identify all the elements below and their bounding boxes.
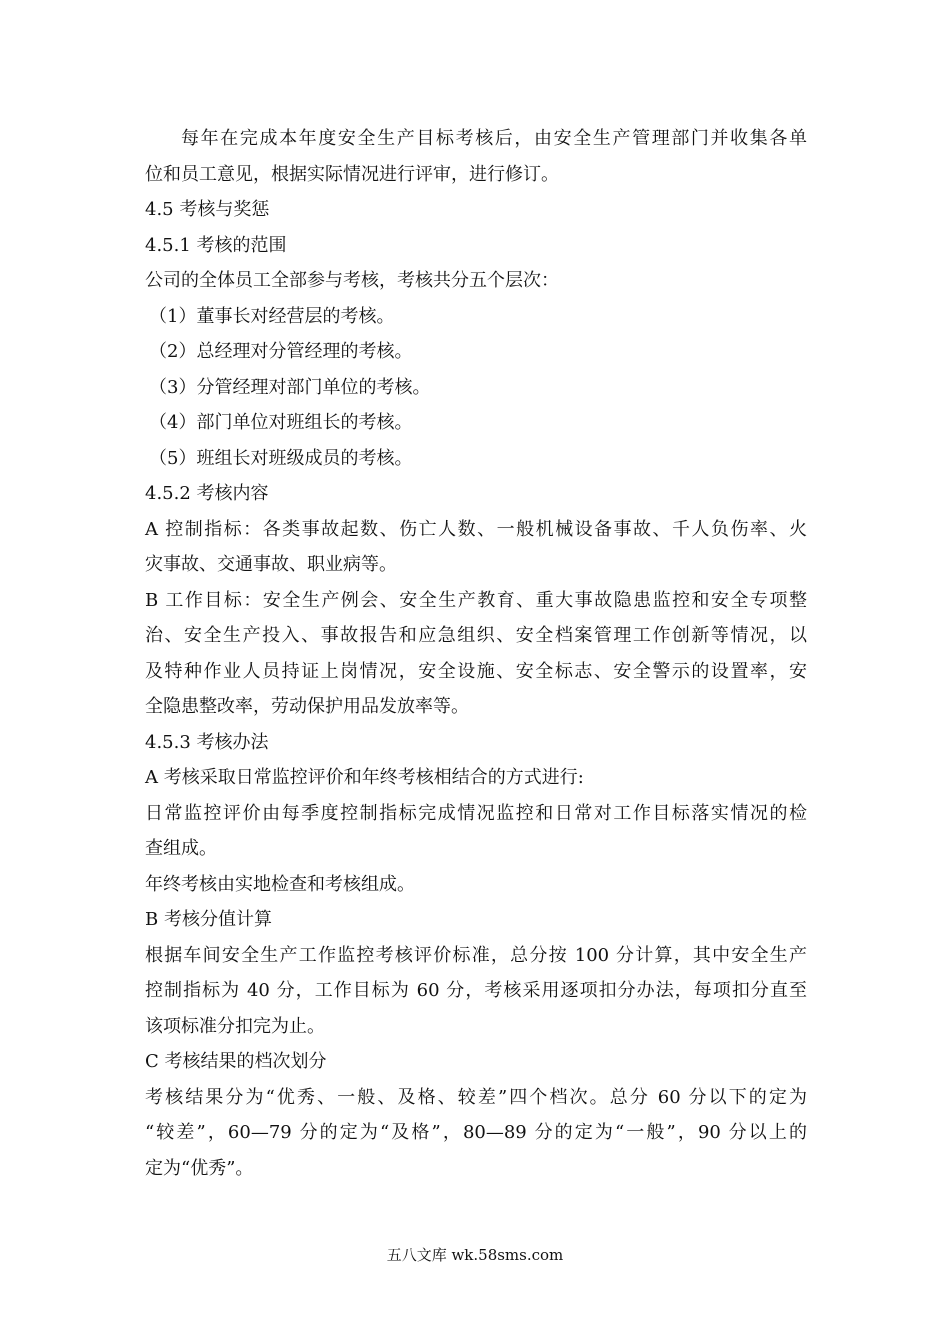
paragraph-line: 公司的全体员工全部参与考核，考核共分五个层次： [145, 270, 559, 291]
paragraph-line: A 控制指标：各类事故起数、伤亡人数、一般机械设备事故、千人负伤率、火 [145, 518, 807, 540]
paragraph-line: 灾事故、交通事故、职业病等。 [145, 554, 397, 575]
paragraph-line: 查组成。 [145, 838, 217, 859]
section-heading: 4.5 考核与奖惩 [145, 199, 270, 220]
paragraph-line: 治、安全生产投入、事故报告和应急组织、安全档案管理工作创新等情况，以 [145, 625, 807, 646]
list-item: （1）董事长对经营层的考核。 [149, 305, 395, 327]
subsection-heading: 4.5.3 考核办法 [145, 731, 269, 753]
paragraph-line: B 工作目标：安全生产例会、安全生产教育、重大事故隐患监控和安全专项整 [145, 589, 807, 611]
paragraph-line: A 考核采取日常监控评价和年终考核相结合的方式进行: [145, 767, 584, 788]
subsection-heading: 4.5.2 考核内容 [145, 483, 269, 504]
paragraph-line: 全隐患整改率，劳动保护用品发放率等。 [145, 696, 469, 717]
paragraph-line: 根据车间安全生产工作监控考核评价标准，总分按 100 分计算，其中安全生产 [145, 944, 807, 966]
paragraph-line: 控制指标为 40 分，工作目标为 60 分，考核采用逐项扣分办法，每项扣分直至 [145, 980, 807, 1001]
subsection-heading: 4.5.1 考核的范围 [145, 234, 287, 256]
paragraph-heading: C 考核结果的档次划分 [145, 1051, 327, 1072]
paragraph-line: 及特种作业人员持证上岗情况，安全设施、安全标志、安全警示的设置率，安 [145, 660, 807, 682]
list-item: （3）分管经理对部门单位的考核。 [149, 376, 431, 398]
paragraph-line: “较差”，60—79 分的定为“及格”，80—89 分的定为“一般”，90 分以上的 [145, 1122, 807, 1143]
list-item: （4）部门单位对班组长的考核。 [149, 412, 413, 433]
paragraph-line: 位和员工意见，根据实际情况进行评审，进行修订。 [145, 163, 559, 185]
list-item: （2）总经理对分管经理的考核。 [149, 341, 413, 362]
document-body [145, 121, 807, 1186]
paragraph-line: 该项标准分扣完为止。 [145, 1015, 325, 1037]
list-item: （5）班组长对班级成员的考核。 [149, 447, 413, 469]
paragraph-line: 年终考核由实地检查和考核组成。 [145, 873, 415, 895]
paragraph-line: 定为“优秀”。 [145, 1157, 254, 1179]
paragraph-line: 每年在完成本年度安全生产目标考核后，由安全生产管理部门并收集各单 [181, 128, 807, 149]
page-footer: 五八文库 wk.58sms.com [386, 1246, 564, 1264]
paragraph-heading: B 考核分值计算 [145, 909, 272, 930]
paragraph-line: 考核结果分为“优秀、一般、及格、较差”四个档次。总分 60 分以下的定为 [145, 1086, 807, 1108]
paragraph-line: 日常监控评价由每季度控制指标完成情况监控和日常对工作目标落实情况的检 [145, 802, 807, 824]
